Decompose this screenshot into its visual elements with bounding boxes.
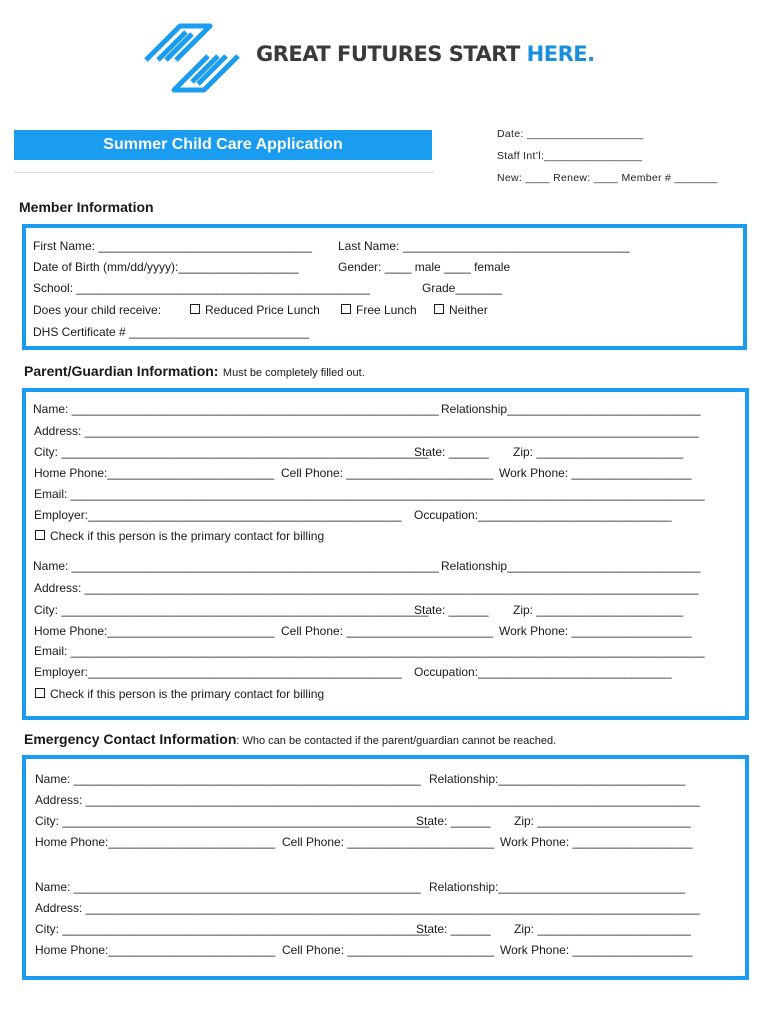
grade-field[interactable]: Grade_______	[422, 281, 503, 295]
emergency-address-field[interactable]: Address: ____________________________________________________________________________________________	[35, 793, 700, 807]
checkbox-icon	[35, 688, 45, 698]
guardian-work-phone-field[interactable]: Work Phone: __________________	[499, 624, 692, 638]
checkbox-icon	[35, 530, 45, 540]
reduced-lunch-checkbox[interactable]: Reduced Price Lunch	[190, 303, 320, 317]
guardian-address-field[interactable]: Address: ____________________________________________________________________________________________	[34, 424, 699, 438]
hands-logo-icon	[140, 22, 244, 94]
emergency-home-phone-field[interactable]: Home Phone:_________________________	[35, 835, 276, 849]
dhs-certificate-field[interactable]: DHS Certificate # ___________________________	[33, 325, 310, 339]
emergency-work-phone-field[interactable]: Work Phone: __________________	[500, 835, 693, 849]
emergency-home-phone-field[interactable]: Home Phone:_________________________	[35, 943, 276, 957]
guardian-email-field[interactable]: Email: _______________________________________________________________________________________________	[34, 487, 705, 501]
checkbox-icon	[341, 304, 351, 314]
emergency-zip-field[interactable]: Zip: _______________________	[514, 922, 691, 936]
school-field[interactable]: School: ____________________________________________	[33, 281, 371, 295]
dob-field[interactable]: Date of Birth (mm/dd/yyyy):__________________	[33, 260, 299, 274]
emergency-state-field[interactable]: State: ______	[416, 814, 491, 828]
office-date-field[interactable]: Date: ___________________	[497, 128, 644, 140]
guardian-cell-phone-field[interactable]: Cell Phone: ______________________	[281, 466, 494, 480]
emergency-cell-phone-field[interactable]: Cell Phone: ______________________	[282, 943, 495, 957]
emergency-zip-field[interactable]: Zip: _______________________	[514, 814, 691, 828]
emergency-cell-phone-field[interactable]: Cell Phone: ______________________	[282, 835, 495, 849]
emergency-state-field[interactable]: State: ______	[416, 922, 491, 936]
emergency-section-heading: Emergency Contact Information: Who can be contacted if the parent/guardian cannot be reached.	[24, 731, 557, 747]
guardian-employer-field[interactable]: Employer:_______________________________________________	[34, 665, 402, 679]
checkbox-icon	[434, 304, 444, 314]
emergency-work-phone-field[interactable]: Work Phone: __________________	[500, 943, 693, 957]
guardian-state-field[interactable]: State: ______	[414, 445, 489, 459]
divider	[14, 172, 434, 173]
emergency-city-field[interactable]: City: _______________________________________________________	[35, 814, 430, 828]
guardian-work-phone-field[interactable]: Work Phone: __________________	[499, 466, 692, 480]
form-title: Summer Child Care Application	[14, 130, 432, 160]
guardian-email-field[interactable]: Email: _______________________________________________________________________________________________	[34, 644, 705, 658]
guardian-zip-field[interactable]: Zip: ______________________	[513, 603, 684, 617]
guardian-address-field[interactable]: Address: ____________________________________________________________________________________________	[34, 581, 699, 595]
tagline: GREAT FUTURES START HERE.	[256, 42, 595, 66]
free-lunch-checkbox[interactable]: Free Lunch	[341, 303, 417, 317]
gender-field[interactable]: Gender: ____ male ____ female	[338, 260, 511, 274]
guardian-cell-phone-field[interactable]: Cell Phone: ______________________	[281, 624, 494, 638]
guardian-home-phone-field[interactable]: Home Phone:_________________________	[34, 624, 275, 638]
guardian-name-field[interactable]: Name: _______________________________________________________	[33, 402, 439, 416]
guardian-occupation-field[interactable]: Occupation:_____________________________	[414, 508, 672, 522]
checkbox-icon	[190, 304, 200, 314]
guardian-occupation-field[interactable]: Occupation:_____________________________	[414, 665, 672, 679]
guardian-state-field[interactable]: State: ______	[414, 603, 489, 617]
guardian-city-field[interactable]: City: _______________________________________________________	[34, 445, 429, 459]
emergency-relationship-field[interactable]: Relationship:____________________________	[429, 880, 686, 894]
billing-contact-checkbox[interactable]: Check if this person is the primary contact for billing	[35, 687, 324, 701]
emergency-relationship-field[interactable]: Relationship:____________________________	[429, 772, 686, 786]
neither-checkbox[interactable]: Neither	[434, 303, 488, 317]
guardian-relationship-field[interactable]: Relationship_____________________________	[441, 559, 701, 573]
guardian-zip-field[interactable]: Zip: ______________________	[513, 445, 684, 459]
office-status-field[interactable]: New: ____ Renew: ____ Member # _______	[497, 172, 718, 184]
guardian-employer-field[interactable]: Employer:_______________________________________________	[34, 508, 402, 522]
member-section-title: Member Information	[19, 199, 154, 215]
emergency-name-field[interactable]: Name: ____________________________________________________	[35, 880, 421, 894]
emergency-address-field[interactable]: Address: ____________________________________________________________________________________________	[35, 901, 700, 915]
guardian-name-field[interactable]: Name: _______________________________________________________	[33, 559, 439, 573]
lunch-question: Does your child receive:	[33, 303, 162, 317]
billing-contact-checkbox[interactable]: Check if this person is the primary contact for billing	[35, 529, 324, 543]
first-name-field[interactable]: First Name: ________________________________	[33, 239, 312, 253]
guardian-relationship-field[interactable]: Relationship_____________________________	[441, 402, 701, 416]
last-name-field[interactable]: Last Name: __________________________________	[338, 239, 630, 253]
guardian-home-phone-field[interactable]: Home Phone:_________________________	[34, 466, 275, 480]
parent-section-heading: Parent/Guardian Information: Must be completely filled out.	[24, 363, 365, 379]
emergency-city-field[interactable]: City: _______________________________________________________	[35, 922, 430, 936]
emergency-name-field[interactable]: Name: ____________________________________________________	[35, 772, 421, 786]
office-staff-field[interactable]: Staff Int’l:________________	[497, 150, 643, 162]
guardian-city-field[interactable]: City: _______________________________________________________	[34, 603, 429, 617]
